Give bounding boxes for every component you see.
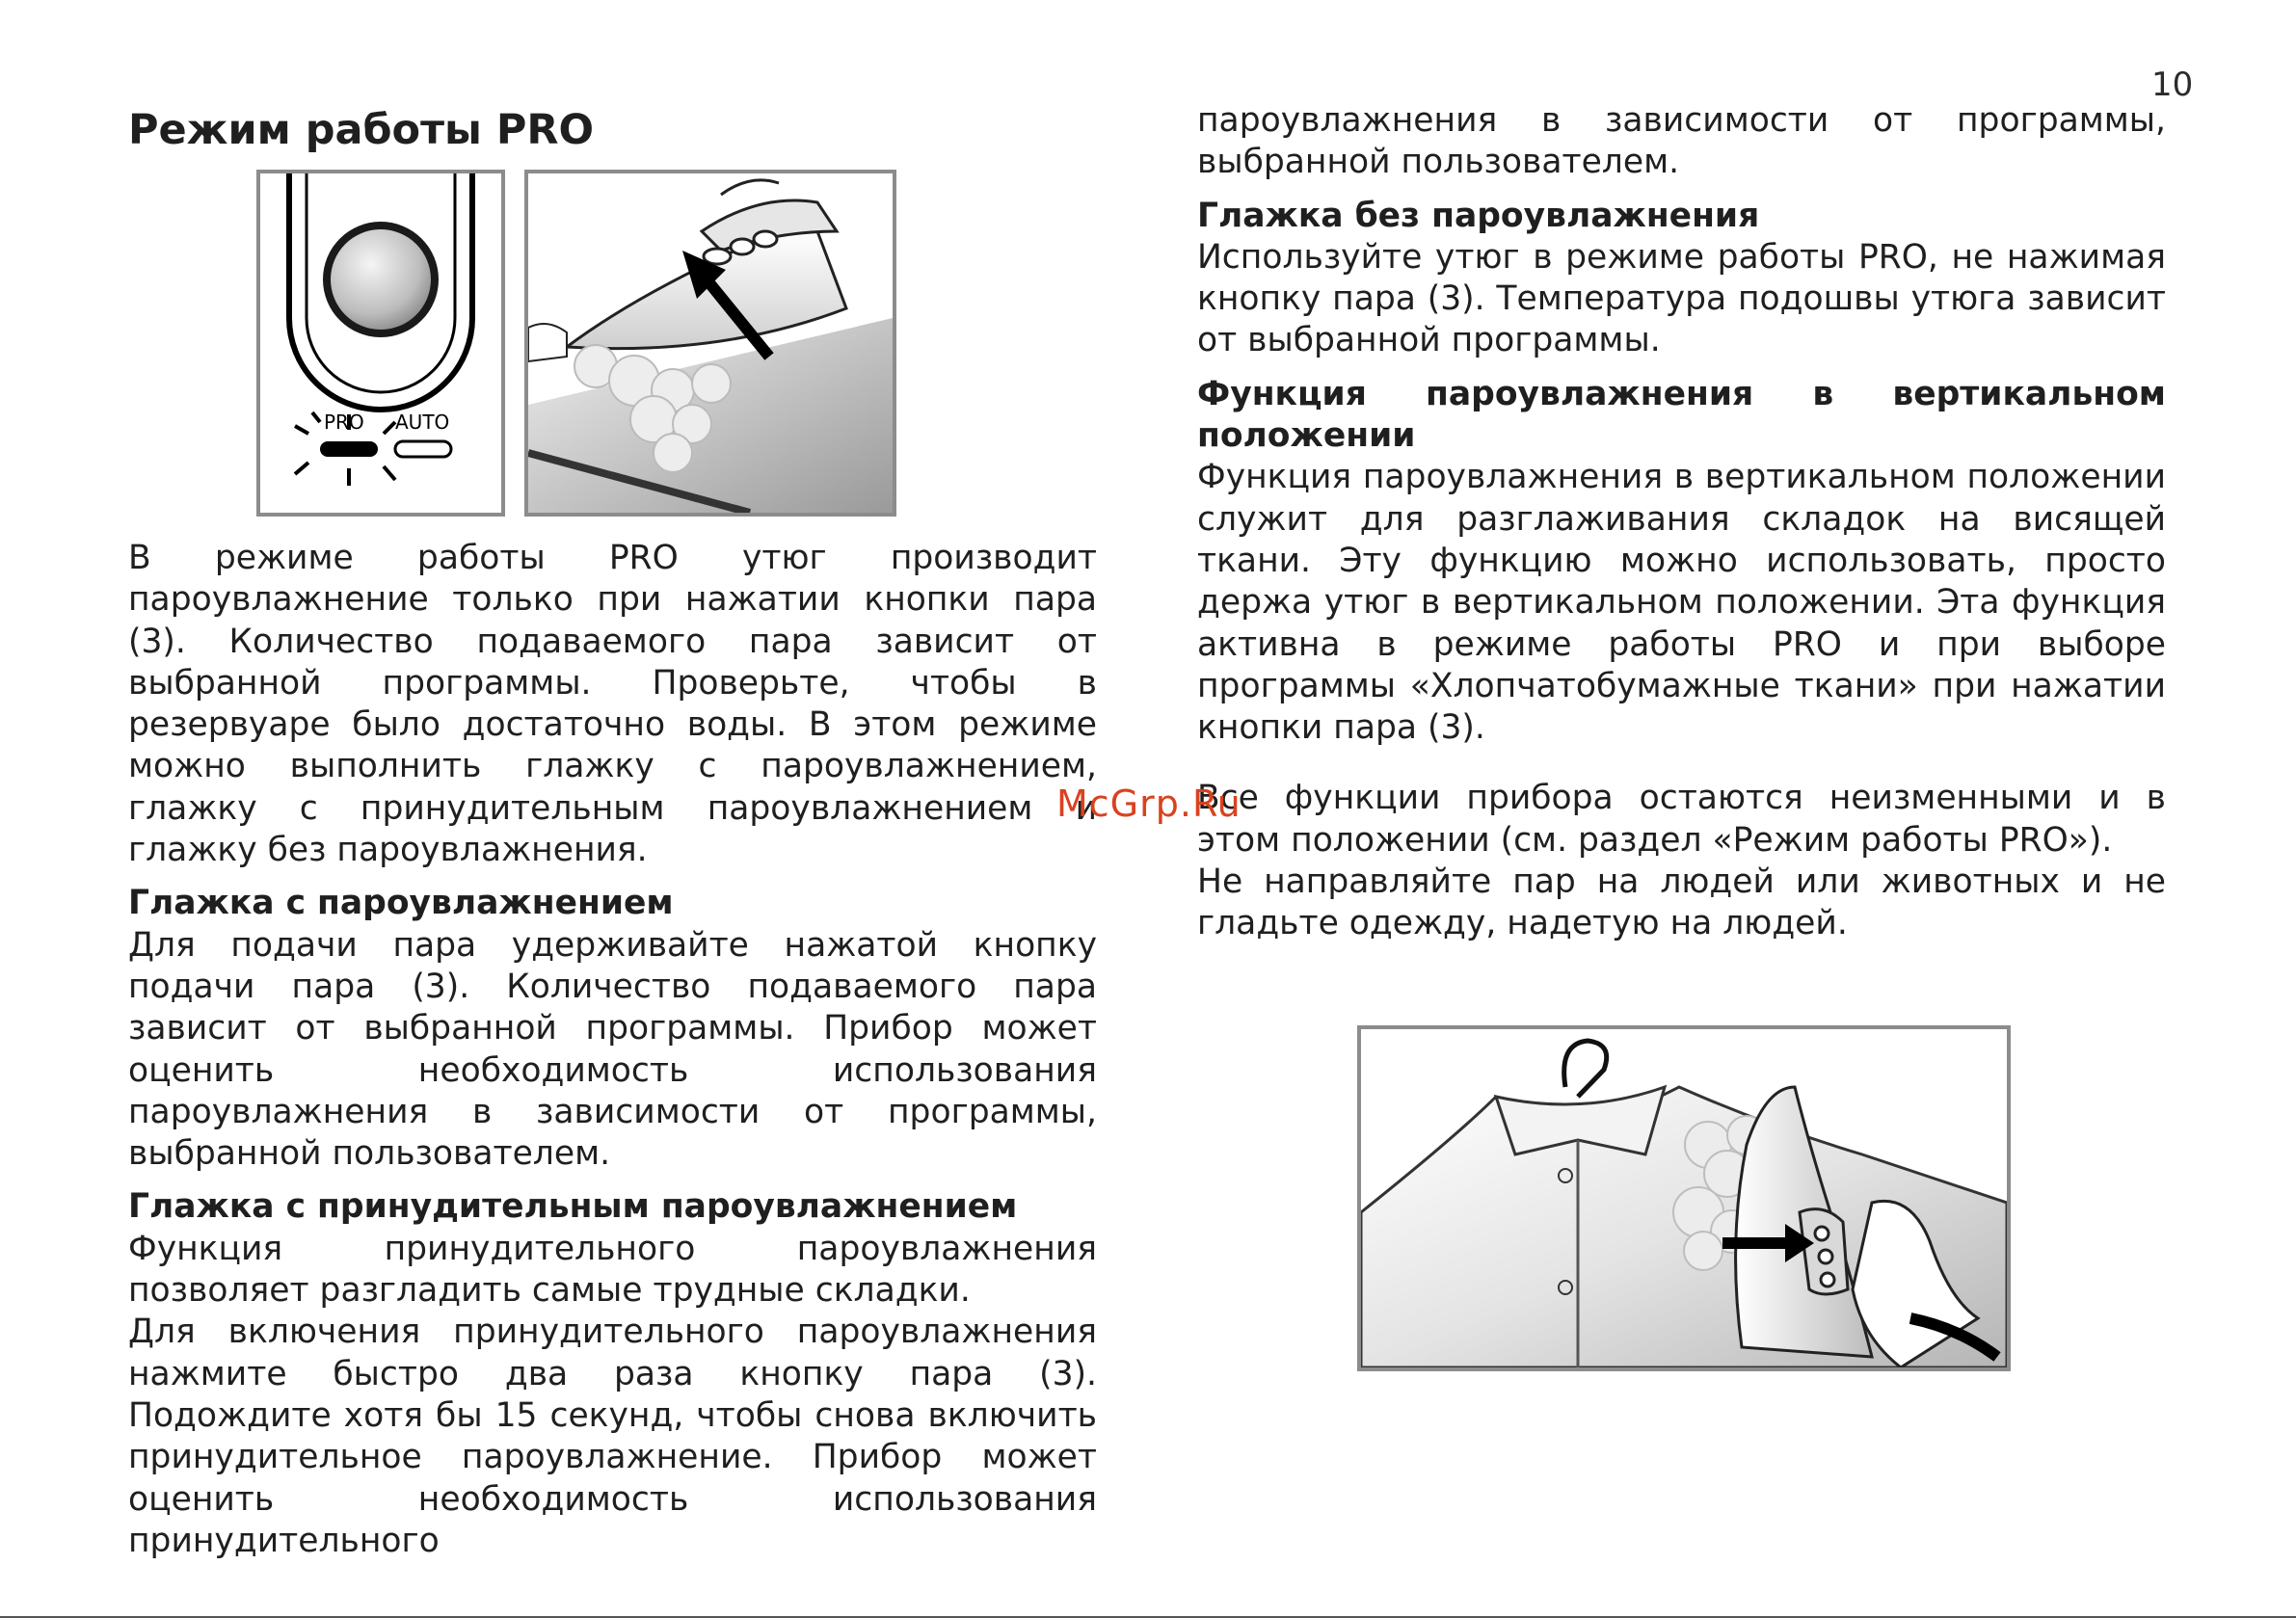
steam-ironing-text: Для подачи пара удерживайте нажатой кнопку подачи пара (3). Количество подаваемого пара зависит от выбранной программы. Прибор может оценить необходимость использования пароувлажнения в зависимости от программы, выбранной пользователем. xyxy=(128,925,1097,1174)
auto-label: AUTO xyxy=(395,411,450,434)
safety-warning-text: Не направляйте пар на людей или животных и не гладьте одежду, надетую на людей. xyxy=(1197,862,2166,943)
watermark: McGrp.Ru xyxy=(1056,782,1241,825)
vertical-steam-text: Функция пароувлажнения в вертикальном положении служит для разглаживания складок на висящей ткани. Эту функцию можно использовать, просто держа утюг в вертикальном положении. Эта функция активна в режиме работы PRO и при выборе программы «Хлопчатобумажные ткани» при нажатии кнопки пара (3). xyxy=(1197,458,2166,748)
functions-unchanged-text: Все функции прибора остаются неизменными и в этом положении (см. раздел «Режим работы PRO»). xyxy=(1197,779,2166,860)
figure-row xyxy=(128,170,1097,520)
left-column xyxy=(128,100,1097,1562)
heading-no-steam: Глажка без пароувлажнения xyxy=(1197,196,1760,235)
iron-on-board-illustration xyxy=(524,170,896,517)
section-title: Режим работы PRO xyxy=(128,106,595,154)
heading-steam-ironing: Глажка с пароувлажнением xyxy=(128,884,674,923)
right-column xyxy=(1197,100,2166,945)
no-steam-text: Используйте утюг в режиме работы PRO, не нажимая кнопку пара (3). Температура подошвы утюга зависит от выбранной программы. xyxy=(1197,237,2166,360)
page-number: 10 xyxy=(2151,66,2194,104)
intro-paragraph: В режиме работы PRO утюг производит пароувлажнение только при нажатии кнопки пара (3). Количество подаваемого пара зависит от выбранной программы. Проверьте, чтобы в резервуаре было достаточно воды. В этом режиме можно выполнить глажку с пароувлажнением, глажку с принудительным пароувлажнением и глажку без пароувлажнения. xyxy=(128,539,1097,870)
continuation-paragraph: пароувлажнения в зависимости от программы, выбранной пользователем. xyxy=(1197,101,2166,182)
vertical-steam-shirt-illustration xyxy=(1357,1025,2011,1371)
forced-steam-text-2: Для включения принудительного пароувлажнения нажмите быстро два раза кнопку пара (3). Подождите хотя бы 15 секунд, чтобы снова включить принудительное пароувлажнение. Прибор может оценить необходимость использования принудительного xyxy=(128,1313,1097,1560)
forced-steam-text-1: Функция принудительного пароувлажнения позволяет разгладить самые трудные складки. xyxy=(128,1229,1097,1311)
heading-vertical-steam: Функция пароувлажнения в вертикальном положении xyxy=(1197,374,2166,456)
control-panel-illustration xyxy=(256,170,505,517)
pro-label: PRO xyxy=(324,411,364,434)
heading-forced-steam: Глажка с принудительным пароувлажнением xyxy=(128,1187,1018,1227)
